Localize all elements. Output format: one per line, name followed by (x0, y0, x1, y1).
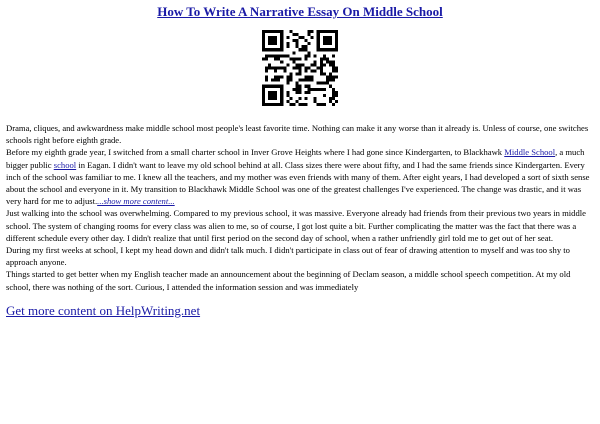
paragraph-text: in Eagan. I didn't want to leave my old school behind at all. Class sizes there were about fifty, and I had the same friends since Kindergarten. Every inch of the school was familiar to me. I knew all the teachers, and my mother was even friends with many of them. After eight years, I had developed a sort of sixth sense about the school and everyone in it. My transition to Blackhawk Middle School was one of the greatest challenges I've experienced. The change was drastic, and it was very hard for me to adjust. (6, 159, 590, 207)
helpwriting-link[interactable]: Get more content on HelpWriting.net (6, 303, 201, 318)
paragraph-overwhelming: Just walking into the school was overwhelming. Compared to my previous school, it was massive. Everyone already had friends from their previous two years in middle school. The system of changing rooms for every class was alien to me, so of course, I got lost quite a bit. Further complicating the matter was the fact that there was a different schedule every other day. I didn't realize that until first period on the second day of school, when a rather unfriendly girl told me to get out of her seat. (6, 208, 586, 243)
page-title[interactable]: How To Write A Narrative Essay On Middle School (157, 4, 443, 19)
paragraph-transition (6, 146, 594, 207)
show-more-link[interactable]: ...show more content... (97, 196, 175, 207)
qr-code-icon (262, 30, 338, 106)
paragraph-declam: Things started to get better when my English teacher made an announcement about the beginning of Declam season, a middle school speech competition. At my old school, there was nothing of the sort. Curious, I attended the information session and was immediately (6, 269, 571, 292)
paragraph-text: Before my eighth grade year, I switched from a small charter school in Inver Grove Heights where I had gone since Kindergarten, to Blackhawk (6, 147, 505, 158)
essay-body (6, 122, 594, 293)
paragraph-text: , a much bigger public (6, 147, 585, 170)
link-school[interactable]: school (53, 159, 77, 170)
paragraph-intro: Drama, cliques, and awkwardness make middle school most people's least favorite time. Nothing can make it any worse than it already is. Unless of course, one switches schools right before eighth grade. (6, 123, 589, 146)
link-middle-school[interactable]: Middle School (504, 147, 556, 158)
paragraph-first-weeks: During my first weeks at school, I kept my head down and didn't talk much. I didn't participate in class out of fear of drawing attention to myself and was too shy to approach anyone. (6, 245, 570, 268)
